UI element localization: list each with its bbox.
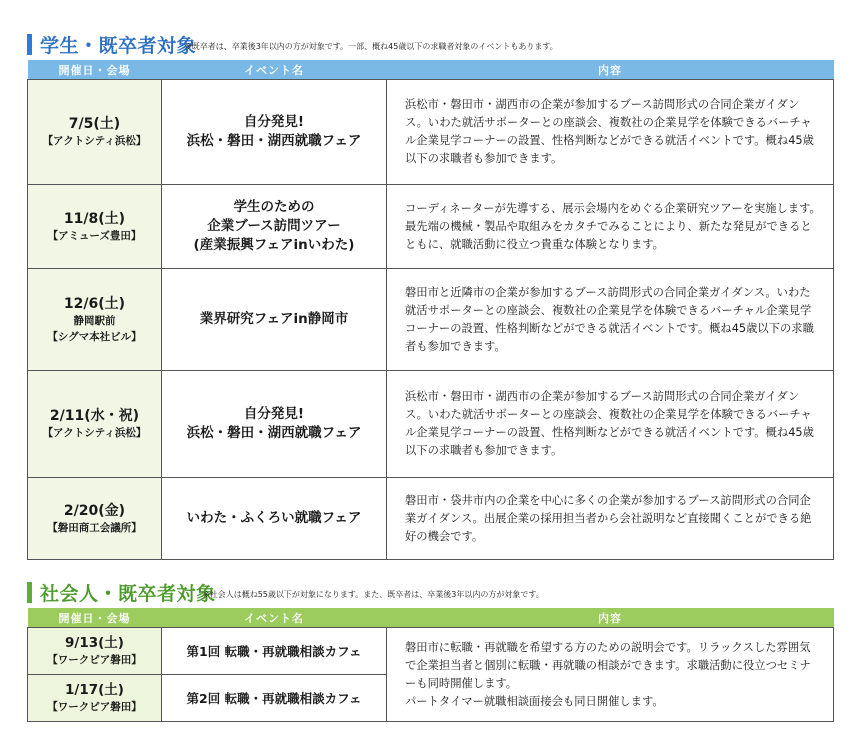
- section-students-note: ※既卒者は、卒業後3年以内の方が対象です。一部、概ね45歳以下の求職者対象のイベントもあります。: [185, 42, 558, 51]
- section-students-title: 学生・既卒者対象: [40, 35, 197, 57]
- event-description: 磐田市と近隣市の企業が参加するブース訪問形式の合同企業ガイダンス。いわた就活サポーターとの座談会、複数社の企業見学を体験できるバーチャル企業見学コーナーの設置、性格判断などができる就活イベントです。概ね45歳以下の求職者も参加できます。: [387, 269, 834, 371]
- event-date: 9/13(土): [65, 635, 124, 651]
- event-date: 12/6(土): [63, 295, 126, 312]
- table-header-row: [28, 608, 834, 628]
- event-name: 業界研究フェアin静岡市: [162, 269, 387, 371]
- date-venue-cell: [28, 628, 162, 675]
- section-adults-note: ※社会人は概ね55歳以下が対象になります。また、既卒者は、卒業後3年以内の方が対象です。: [203, 590, 544, 599]
- event-name: 第2回 転職・再就職相談カフェ: [162, 675, 387, 722]
- section-students-header: [27, 30, 833, 60]
- date-venue-cell: [28, 675, 162, 722]
- event-description: コーディネーターが先導する、展示会場内をめぐる企業研究ツアーを実施します。最先端の機械・製品や取組みをカタチでみることにより、新たな発見ができるとともに、就職活動に役立つ貴重な体験となります。: [387, 185, 834, 269]
- date-venue-cell: [28, 371, 162, 478]
- header-event-name: イベント名: [162, 608, 387, 628]
- event-name: 第1回 転職・再就職相談カフェ: [162, 628, 387, 675]
- event-venue: 【磐田商工会議所】: [47, 521, 142, 534]
- date-venue-cell: [28, 478, 162, 560]
- event-description: 浜松市・磐田市・湖西市の企業が参加するブース訪問形式の合同企業ガイダンス。いわた就活サポーターとの座談会、複数社の企業見学を体験できるバーチャル企業見学コーナーの設置、性格判断などができる就活イベントです。概ね45歳以下の求職者も参加できます。: [387, 80, 834, 185]
- section-adults-accent-bar: [27, 582, 32, 603]
- event-date: 2/20(金): [63, 502, 126, 519]
- event-description: 磐田市・袋井市内の企業を中心に多くの企業が参加するブース訪問形式の合同企業ガイダンス。出展企業の採用担当者から会社説明など直接聞くことができる絶好の機会です。: [387, 478, 834, 560]
- date-venue-cell: [28, 80, 162, 185]
- event-venue: 【アミューズ豊田】: [47, 229, 142, 242]
- event-description: 浜松市・磐田市・湖西市の企業が参加するブース訪問形式の合同企業ガイダンス。いわた就活サポーターとの座談会、複数社の企業見学を体験できるバーチャル企業見学コーナーの設置、性格判断などができる就活イベントです。概ね45歳以下の求職者も参加できます。: [387, 371, 834, 478]
- event-venue: 【アクトシティ浜松】: [42, 427, 147, 439]
- date-venue-cell: [28, 185, 162, 269]
- table-row: [28, 371, 834, 478]
- table-row: [28, 628, 834, 675]
- event-venue: 【アクトシティ浜松】: [42, 135, 147, 147]
- event-venue: 静岡駅前 【シグマ本社ビル】: [47, 314, 142, 343]
- table-row: [28, 80, 834, 185]
- event-venue: 【ワークピア磐田】: [47, 654, 142, 666]
- header-date-venue: 開催日・会場: [28, 608, 162, 628]
- event-venue: 【ワークピア磐田】: [47, 701, 142, 713]
- event-date: 7/5(土): [68, 116, 121, 132]
- header-date-venue: 開催日・会場: [28, 60, 162, 80]
- section-students-accent-bar: [27, 34, 32, 55]
- event-name: 自分発見! 浜松・磐田・湖西就職フェア: [162, 80, 387, 185]
- section-adults: [27, 578, 833, 722]
- section-students: [27, 30, 833, 560]
- table-row: [28, 185, 834, 269]
- event-description: 磐田市に転職・再就職を希望する方のための説明会です。リラックスした雰囲気で企業担当者と個別に転職・再就職の相談ができます。求職活動に役立つセミナーも同時開催します。 パートタイマー就職相談面接会も同日開催します。: [387, 628, 834, 722]
- table-header-row: [28, 60, 834, 80]
- header-content: 内容: [387, 608, 834, 628]
- students-events-table: [27, 60, 834, 560]
- header-event-name: イベント名: [162, 60, 387, 80]
- event-date: 1/17(土): [65, 682, 124, 698]
- section-adults-title: 社会人・既卒者対象: [40, 583, 216, 605]
- event-name: 自分発見! 浜松・磐田・湖西就職フェア: [162, 371, 387, 478]
- event-name: 学生のための 企業ブース訪問ツアー (産業振興フェアinいわた): [162, 185, 387, 269]
- table-row: [28, 478, 834, 560]
- event-name: いわた・ふくろい就職フェア: [162, 478, 387, 560]
- adults-events-table: [27, 608, 834, 722]
- event-date: 11/8(土): [63, 210, 126, 227]
- header-content: 内容: [387, 60, 834, 80]
- table-row: [28, 269, 834, 371]
- event-date: 2/11(水・祝): [49, 408, 140, 424]
- date-venue-cell: [28, 269, 162, 371]
- section-adults-header: [27, 578, 833, 608]
